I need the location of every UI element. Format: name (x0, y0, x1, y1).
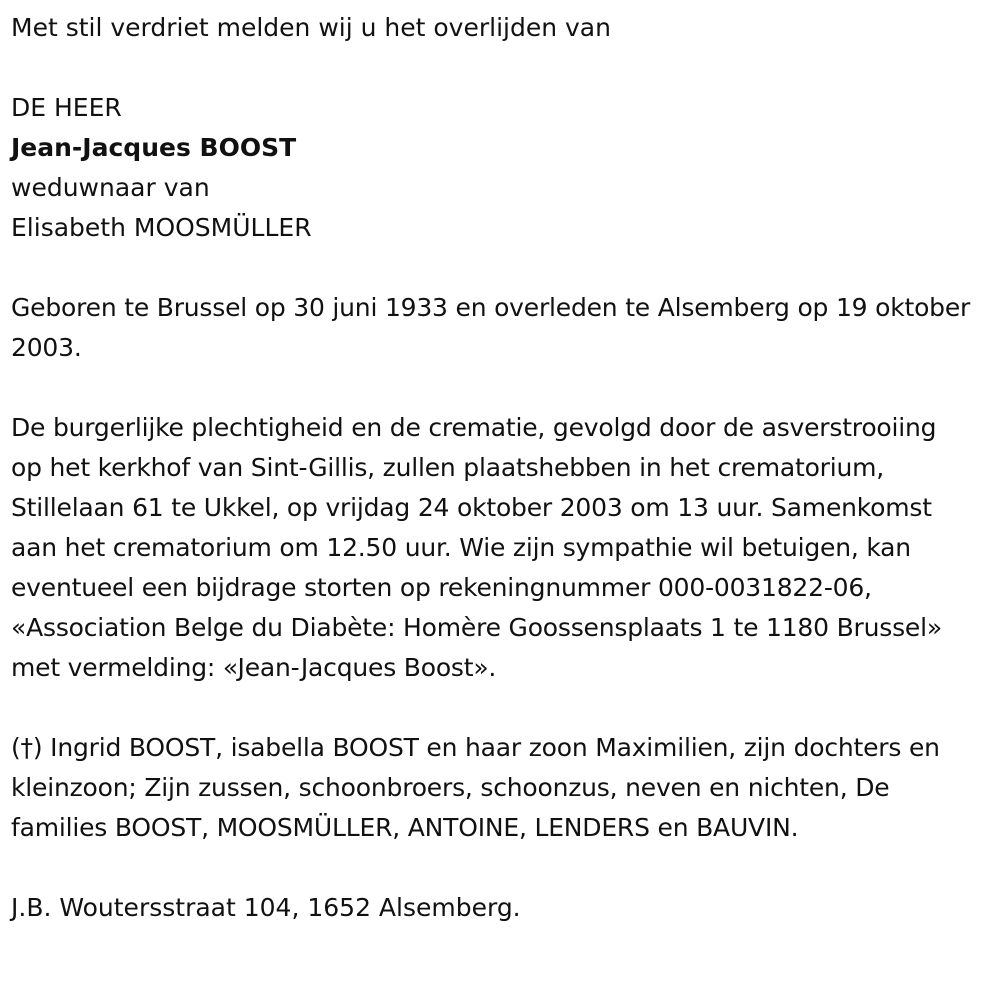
spacer (11, 688, 980, 728)
spacer (11, 368, 980, 408)
birth-death-paragraph: Geboren te Brussel op 30 juni 1933 en overleden te Alsemberg op 19 oktober 2003. (11, 293, 971, 362)
spacer (11, 248, 980, 288)
spacer (11, 48, 980, 88)
deceased-name: Jean-Jacques BOOST (11, 133, 297, 162)
spacer (11, 848, 980, 888)
spouse-name: Elisabeth MOOSMÜLLER (11, 213, 312, 242)
relation-label: weduwnaar van (11, 173, 210, 202)
ceremony-paragraph: De burgerlijke plechtigheid en de crematie, gevolgd door de asverstrooiing op het kerkhof van Sint-Gillis, zullen plaatshebben in het crematorium, Stillelaan 61 te Ukkel, op vrijdag 24 oktober 2003 om 13 uur. Samenkomst aan het crematorium om 12.50 uur. Wie zijn sympathie wil betuigen, kan eventueel een bijdrage storten op rekeningnummer 000-0031822-06, «Association Belge du Diabète: Homère Goossensplaats 1 te 1180 Brussel» met vermelding: «Jean-Jacques Boost». (11, 413, 942, 682)
title-prefix: DE HEER (11, 93, 122, 122)
address-text: J.B. Woutersstraat 104, 1652 Alsemberg. (11, 893, 521, 922)
intro-text: Met stil verdriet melden wij u het overlijden van (11, 13, 611, 42)
family-paragraph: (†) Ingrid BOOST, isabella BOOST en haar zoon Maximilien, zijn dochters en kleinzoon; Zijn zussen, schoonbroers, schoonzus, neven en nichten, De families BOOST, MOOSMÜLLER, ANTOINE, LENDERS en BAUVIN. (11, 733, 940, 842)
